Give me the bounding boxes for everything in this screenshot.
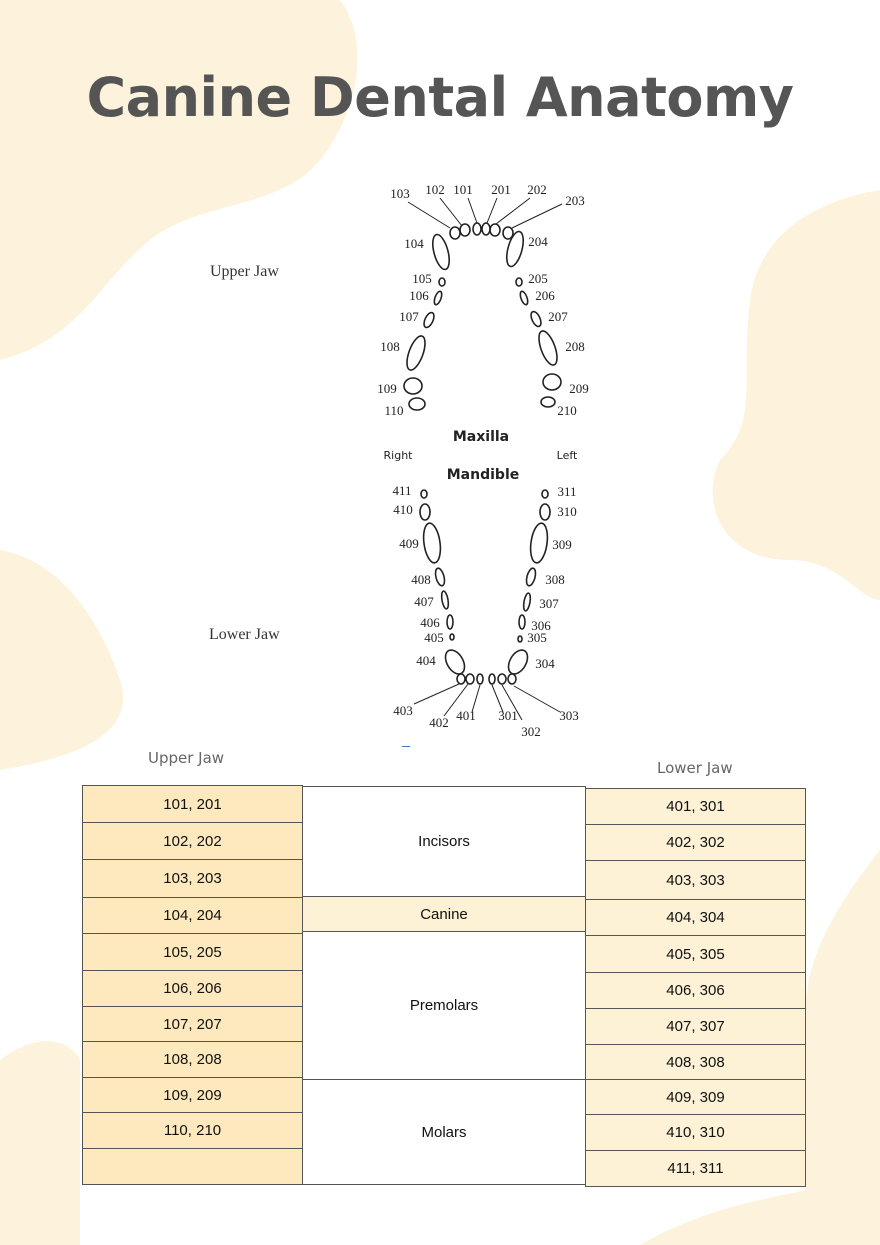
upper-jaw-cell: 106, 206	[82, 970, 303, 1007]
tooth-label: 310	[557, 504, 577, 519]
tooth-label: 407	[414, 594, 434, 609]
tooth-shape	[433, 290, 443, 305]
tooth-shape	[450, 227, 460, 239]
page-title: Canine Dental Anatomy	[86, 66, 794, 129]
upper-jaw-cell: 108, 208	[82, 1041, 303, 1078]
tooth-shape	[522, 593, 531, 612]
upper-jaw-cell: 103, 203	[82, 859, 303, 898]
upper-jaw-cell: 101, 201	[82, 785, 303, 823]
tooth-shape	[421, 522, 442, 564]
tooth-label: 303	[559, 708, 579, 723]
leader-line	[514, 686, 560, 712]
lower-jaw-cell: 402, 302	[585, 824, 806, 861]
tooth-label: 307	[539, 596, 559, 611]
tooth-label: 309	[552, 537, 572, 552]
tooth-label: 404	[416, 653, 436, 668]
tooth-label: 304	[535, 656, 555, 671]
tooth-shape	[505, 647, 532, 678]
tooth-shape	[490, 224, 500, 236]
link-underline[interactable]	[402, 746, 410, 747]
tooth-shape	[422, 311, 436, 329]
lower-jaw-cell: 410, 310	[585, 1114, 806, 1151]
tooth-type-cell: Canine	[302, 896, 586, 932]
upper-jaw-cell: 110, 210	[82, 1112, 303, 1149]
tooth-shape	[529, 310, 543, 328]
tooth-label: 104	[404, 236, 424, 251]
lower-jaw-cell: 406, 306	[585, 972, 806, 1009]
tooth-shape	[439, 278, 445, 286]
tooth-label: 106	[409, 288, 429, 303]
leader-line	[440, 198, 462, 226]
upper-jaw-header: Upper Jaw	[148, 749, 225, 767]
tooth-label: 206	[535, 288, 555, 303]
tooth-shape	[430, 233, 453, 271]
tooth-label: 204	[528, 234, 548, 249]
tooth-shape	[519, 615, 525, 629]
tooth-shape	[535, 329, 560, 368]
tooth-label: 411	[392, 483, 412, 498]
mandible-label: Mandible	[446, 467, 520, 483]
leader-line	[487, 198, 497, 223]
lower-jaw-cell: 404, 304	[585, 899, 806, 936]
leader-line	[512, 204, 562, 228]
tooth-label: 208	[565, 339, 585, 354]
tooth-label: 201	[491, 182, 511, 197]
lower-jaw-header: Lower Jaw	[657, 759, 733, 777]
tooth-label: 306	[531, 618, 551, 633]
maxilla-label: Maxilla	[452, 429, 510, 445]
tooth-label: 311	[557, 484, 577, 499]
tooth-label: 410	[393, 502, 413, 517]
tooth-shape	[403, 334, 428, 373]
tooth-label: 406	[420, 615, 440, 630]
tooth-shape	[543, 374, 561, 390]
tooth-label: 209	[569, 381, 589, 396]
tooth-label: 207	[548, 309, 568, 324]
tooth-shape	[516, 278, 522, 286]
lower-jaw-cell: 409, 309	[585, 1079, 806, 1115]
tooth-shape	[450, 634, 454, 640]
tooth-label: 302	[521, 724, 541, 739]
tooth-shape	[477, 674, 483, 684]
tooth-shape	[421, 490, 427, 498]
tooth-label: 105	[412, 271, 432, 286]
tooth-shape	[508, 674, 516, 684]
tooth-shape	[466, 674, 474, 684]
upper-jaw-cell: 107, 207	[82, 1006, 303, 1042]
tooth-shape	[447, 615, 453, 629]
lower-jaw-cell: 403, 303	[585, 860, 806, 900]
tooth-shape	[440, 591, 449, 610]
upper-jaw-label: Upper Jaw	[210, 263, 279, 280]
upper-jaw-cell: 109, 209	[82, 1077, 303, 1113]
tooth-shape	[482, 223, 490, 235]
tooth-label: 408	[411, 572, 431, 587]
tooth-label: 402	[429, 715, 449, 730]
lower-jaw-label: Lower Jaw	[209, 626, 280, 643]
leader-line	[496, 198, 530, 224]
upper-jaw-cell	[82, 1148, 303, 1185]
tooth-shape	[442, 647, 469, 678]
lower-jaw-cell: 411, 311	[585, 1150, 806, 1187]
tooth-label: 205	[528, 271, 548, 286]
tooth-label: 301	[498, 708, 518, 723]
tooth-shape	[540, 504, 550, 520]
tooth-label: 102	[425, 182, 445, 197]
leader-line	[408, 202, 450, 228]
tooth-shape	[457, 674, 465, 684]
leader-line	[468, 198, 477, 223]
right-label: Right	[383, 449, 413, 462]
tooth-shape	[434, 567, 446, 586]
lower-jaw-cell: 407, 307	[585, 1008, 806, 1045]
tooth-shape	[473, 223, 481, 235]
tooth-label: 305	[527, 630, 547, 645]
tooth-type-cell: Molars	[302, 1079, 586, 1185]
tooth-shape	[409, 398, 425, 410]
tooth-label: 108	[380, 339, 400, 354]
tooth-label: 409	[399, 536, 419, 551]
upper-jaw-cell: 105, 205	[82, 933, 303, 971]
tooth-label: 403	[393, 703, 413, 718]
tooth-shape	[504, 230, 527, 268]
tooth-label: 405	[424, 630, 444, 645]
tooth-shape	[542, 490, 548, 498]
tooth-label: 308	[545, 572, 565, 587]
tooth-label: 103	[390, 186, 410, 201]
tooth-shape	[525, 567, 537, 586]
tooth-shape	[519, 290, 529, 305]
lower-jaw-cell: 408, 308	[585, 1044, 806, 1080]
tooth-label: 110	[384, 403, 404, 418]
upper-jaw-cell: 102, 202	[82, 822, 303, 860]
tooth-shape	[489, 674, 495, 684]
tooth-label: 107	[399, 309, 419, 324]
tooth-label: 210	[557, 403, 577, 418]
tooth-label: 109	[377, 381, 397, 396]
upper-jaw-cell: 104, 204	[82, 897, 303, 934]
lower-jaw-cell: 405, 305	[585, 935, 806, 973]
lower-jaw-cell: 401, 301	[585, 788, 806, 825]
tooth-label: 203	[565, 193, 585, 208]
leader-line	[414, 684, 459, 704]
tooth-shape	[518, 636, 522, 642]
tooth-type-cell: Premolars	[302, 931, 586, 1080]
tooth-shape	[528, 522, 549, 564]
tooth-shape	[498, 674, 506, 684]
tooth-label: 202	[527, 182, 547, 197]
left-label: Left	[556, 449, 578, 462]
tooth-shape	[420, 504, 430, 520]
tooth-label: 101	[453, 182, 473, 197]
tooth-shape	[404, 378, 422, 394]
tooth-type-cell: Incisors	[302, 786, 586, 897]
tooth-label: 401	[456, 708, 476, 723]
tooth-shape	[541, 397, 555, 407]
